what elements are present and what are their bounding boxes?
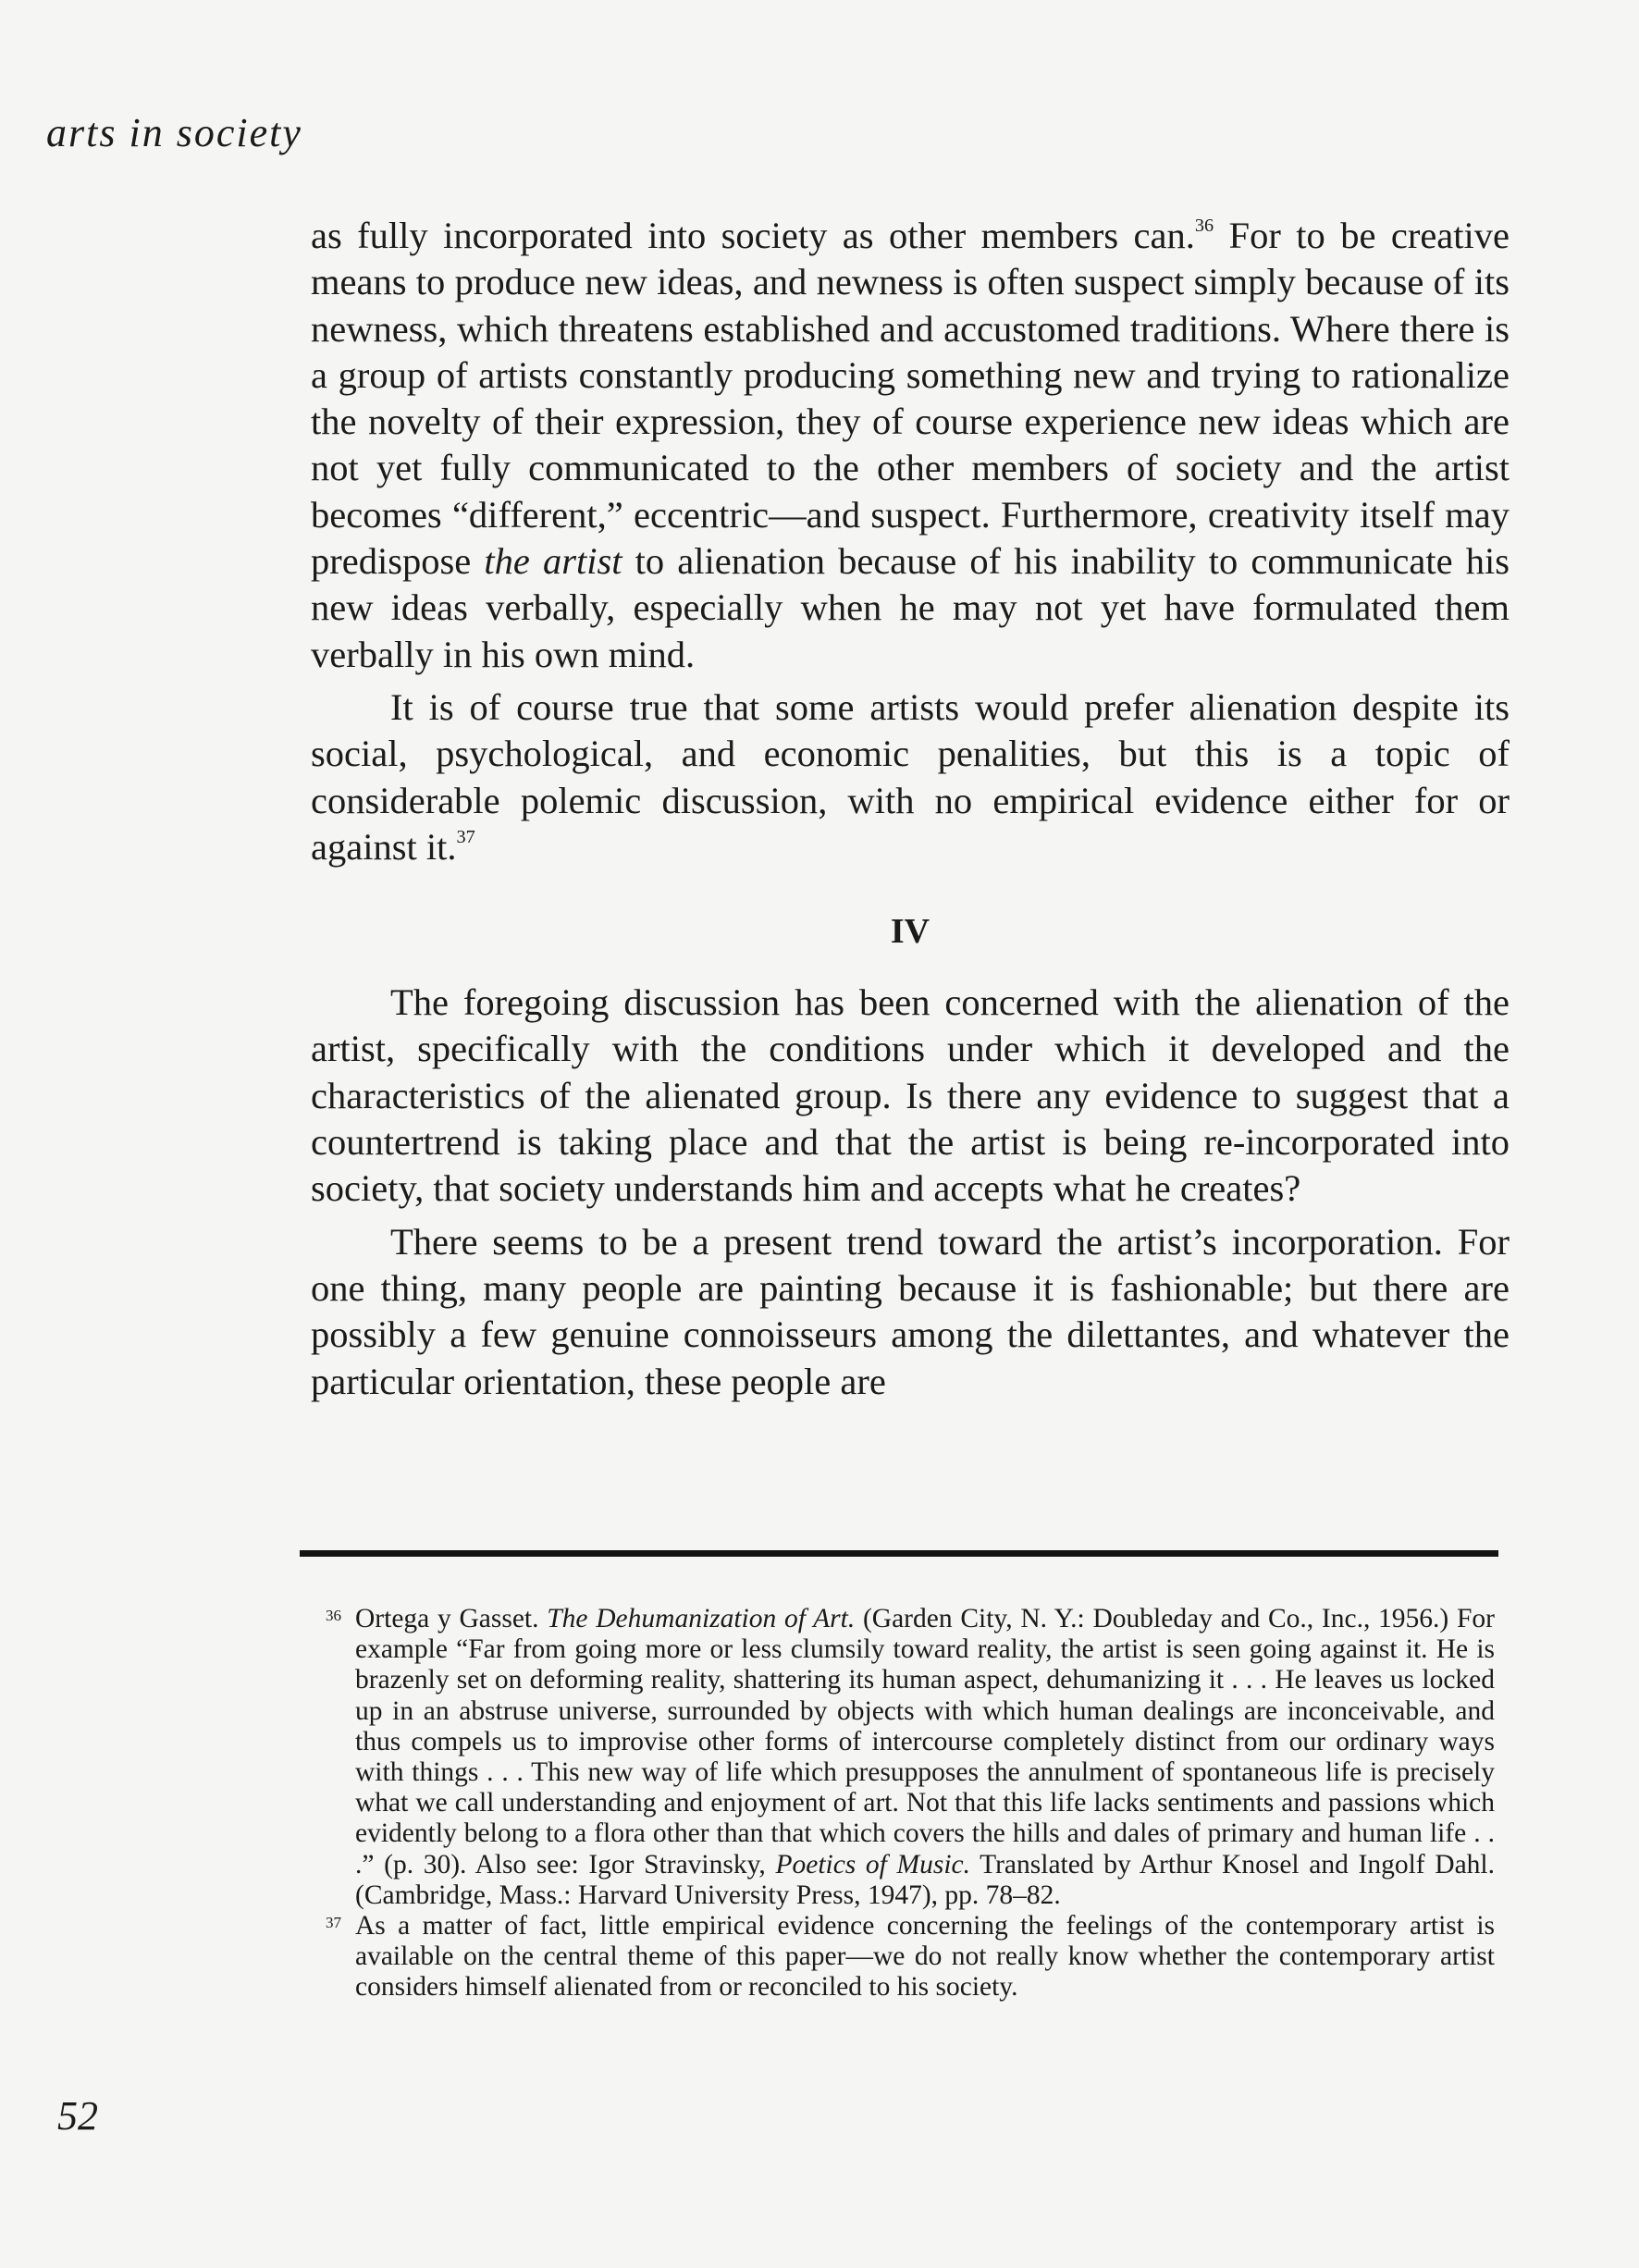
running-head: arts in society — [46, 110, 302, 155]
section-heading: IV — [890, 912, 930, 952]
text-run: as fully incorporated into society as other members can. — [311, 215, 1195, 256]
paragraph — [311, 684, 1510, 870]
footnote-rule — [300, 1550, 1498, 1557]
paragraph: There seems to be a present trend toward the artist’s incorporation. For one thing, many people are painting because it is fashionable; but there are possibly a few genuine connoisseurs among the dilettantes, and whatever the particular orientation, these people are — [311, 1220, 1510, 1402]
text-run: For to be creative means to produce new ideas, and newness is often suspect simply because of its newness, which threatens established and accustomed traditions. Where there is a group of artists constantly producing something new and trying to rationalize the novelty of their expression, they of course experience new ideas which are not yet fully communicated to the other members of society and the artist becomes “different,” eccentric—and suspect. Furthermore, creativity itself may predispose — [311, 215, 1510, 583]
text-run: to alienation because of his inability to communicate his new ideas verbally, especially when he may not yet have formulated them verbally in his own mind. — [311, 540, 1510, 675]
emphasis: Poetics of Music. — [775, 1849, 970, 1880]
paragraph: The foregoing discussion has been concerned with the alienation of the artist, specifically with the conditions under which it developed and the characteristics of the alienated group. Is there any evidence to suggest that a countertrend is taking place and that the artist is being re-incorporated into society, that society understands him and accepts what he creates? — [311, 981, 1510, 1210]
footnote-ref: 36 — [1194, 215, 1214, 236]
footnotes — [326, 1604, 1495, 2003]
footnote-marker: 36 — [326, 1607, 341, 1624]
text-run: As a matter of fact, little empirical evidence concerning the feelings of the contemporary artist is available on the central theme of this paper—we do not really know whether the contemporary artist considers himself alienated from or reconciled to his society. — [355, 1911, 1495, 2003]
footnote-ref: 37 — [456, 826, 475, 847]
text-run: Ortega y Gasset. — [355, 1604, 548, 1633]
text-run: Translated by Arthur Knosel and Ingolf Dahl. (Cambridge, Mass.: Harvard University Press, 1947), pp. 78–82. — [355, 1849, 1495, 1910]
footnote-37 — [326, 1911, 1495, 2003]
text-run: It is of course true that some artists would prefer alienation despite its social, psychological, and economic penalities, but this is a topic of considerable polemic discussion, with no empirical evidence either for or against it. — [311, 685, 1510, 868]
paragraph — [311, 213, 1510, 678]
body-text — [311, 213, 1510, 1405]
emphasis: the artist — [484, 540, 622, 583]
page-number: 52 — [57, 2093, 98, 2139]
footnote-36 — [326, 1604, 1495, 1911]
footnote-marker: 37 — [326, 1914, 341, 1932]
text-run: (Garden City, N. Y.: Doubleday and Co., Inc., 1956.) For example “Far from going more or less clumsily toward reality, the artist is seen going against it. He is brazenly set on deforming reality, shattering its human aspect, dehumanizing it . . . He leaves us locked up in an abstruse universe, surrounded by objects with which human dealings are inconceivable, and thus compels us to improvise other forms of intercourse completely distinct from our ordinary ways with things . . . This new way of life which presupposes the annulment of spontaneous life is precisely what we call understanding and enjoyment of art. Not that this life lacks sentiments and passions which evidently belong to a flora other than that which covers the hills and dales of primary and human life . . .” (p. 30). Also see: Igor Stravinsky, — [355, 1604, 1495, 1880]
emphasis: The Dehumanization of Art. — [547, 1604, 856, 1633]
